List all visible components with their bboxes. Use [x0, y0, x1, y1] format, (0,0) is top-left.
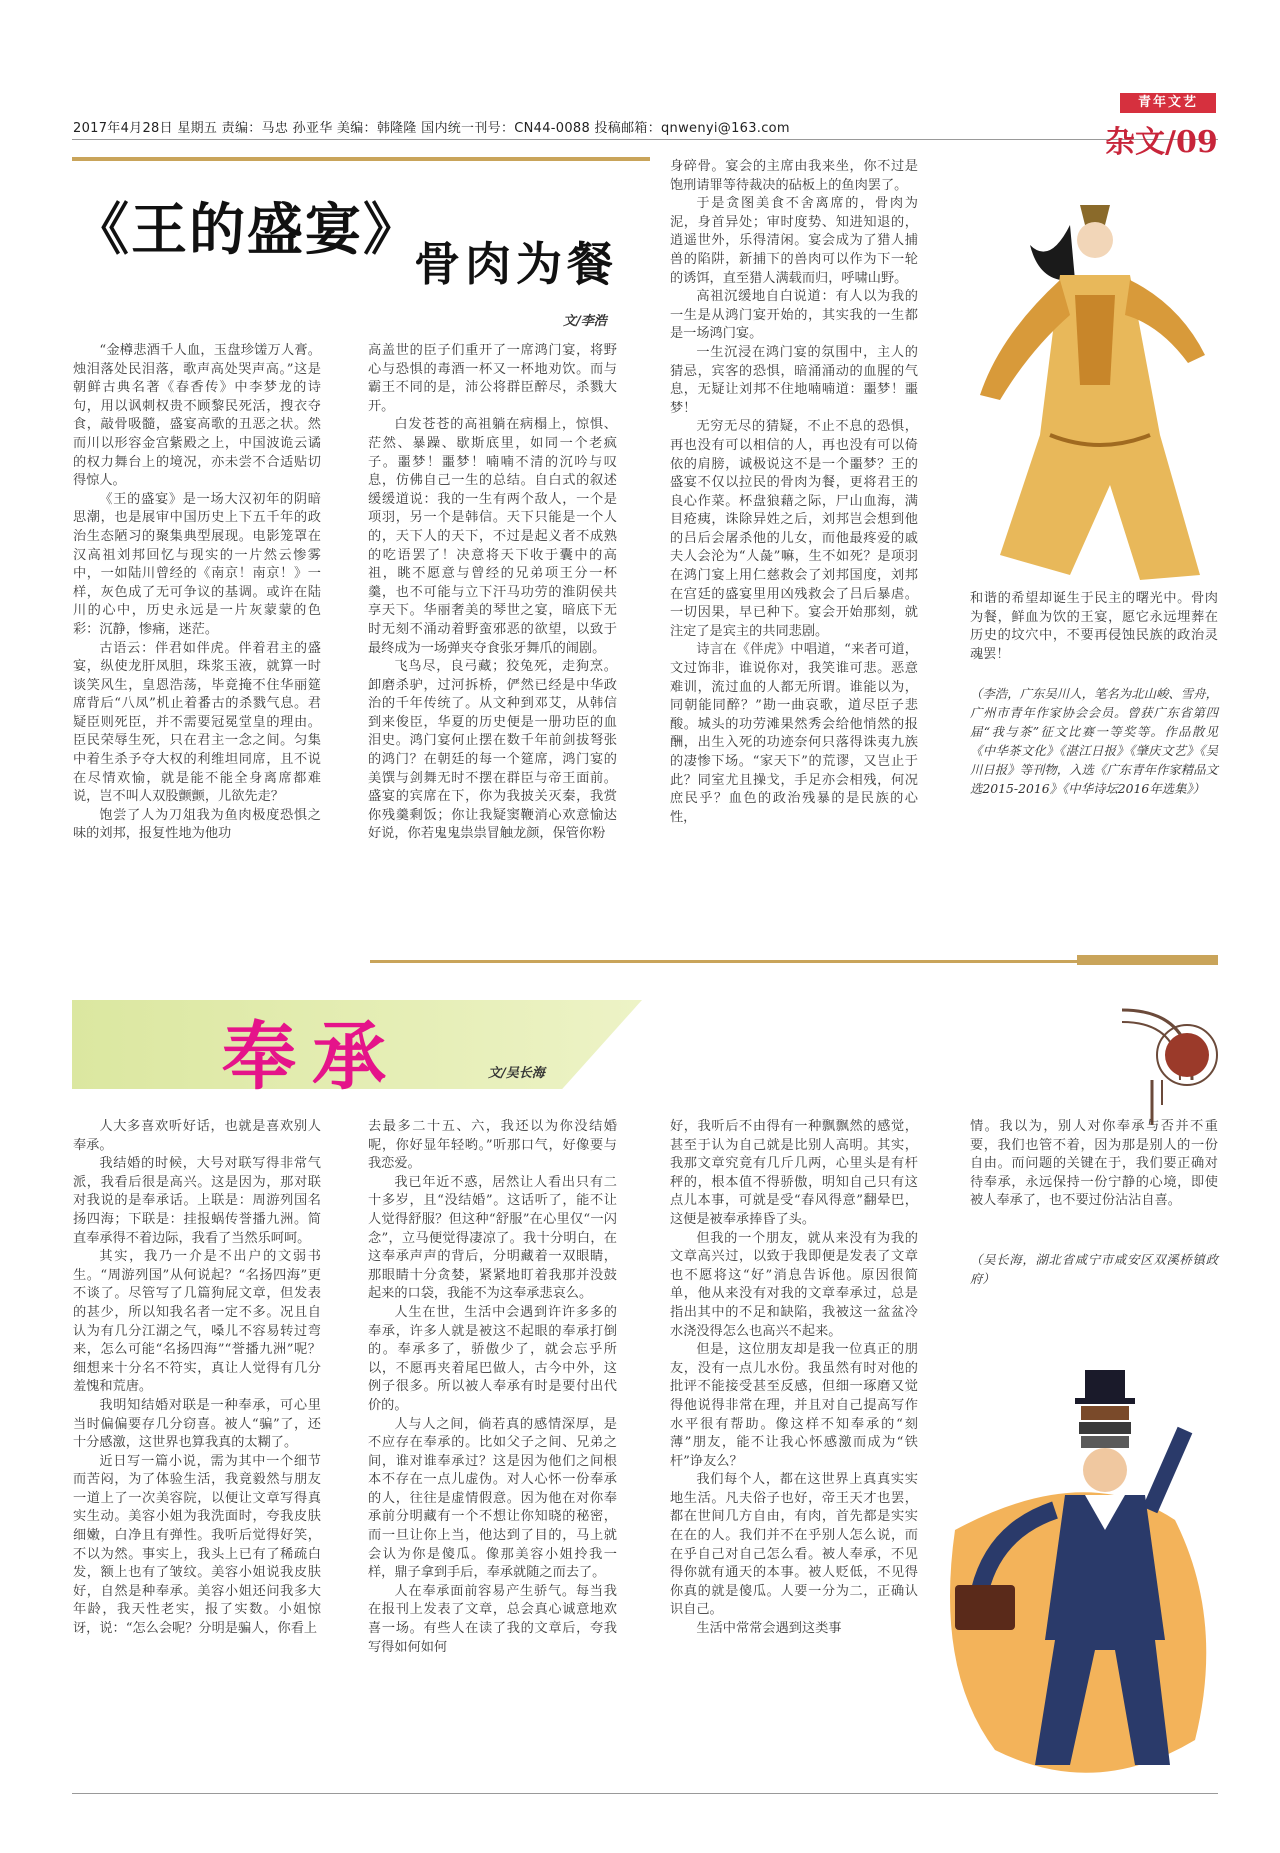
paragraph: 高盖世的臣子们重开了一席鸿门宴，将野心与恐惧的毒酒一杯又一杯地劝饮。而与霸王不同的是，沛公将群臣醉尽，杀戮大开。: [368, 343, 617, 414]
paragraph: 人与人之间，倘若真的感情深厚，是不应存在奉承的。比如父子之间、兄弟之间，谁对谁奉承过？这是因为他们之间根本不存在一点儿虚伪。对人心怀一份奉承的人，往往是虚情假意。因为他在对你奉承前分明藏有一个不想让你知晓的秘密，而一旦让你上当，他达到了目的，马上就会认为你是傻瓜。像那美容小姐拎我一样，鼎子拿到手后，奉承就随之而去了。: [368, 1416, 617, 1581]
paragraph: 人生在世，生活中会遇到许许多多的奉承，许多人就是被这不起眼的奉承打倒的。奉承多了，骄傲少了，就会忘乎所以，不愿再夹着尾巴做人，古今中外，这例子很多。所以被人奉承有时是要付出代价的。: [368, 1304, 617, 1413]
paragraph: 饱尝了人为刀俎我为鱼肉极度恐惧之味的刘邦，报复性地为他功: [73, 807, 321, 842]
article2-column-4: [970, 1118, 1218, 1211]
paragraph: 和谐的希望却诞生于民主的曙光中。骨肉为餐，鲜血为饮的王宴，愿它永远埋葬在历史的坟穴中，不要再侵蚀民族的政治灵魂罢！: [970, 591, 1218, 662]
paragraph: 去最多二十五、六，我还以为你没结婚呢，你好显年轻哟。”听那口气，好像要与我恋爱。: [368, 1119, 617, 1172]
paragraph: 我明知结婚对联是一种奉承，可心里当时偏偏要存几分窃喜。被人“骗”了，还十分感激，这世界也算我真的太糊了。: [73, 1397, 321, 1451]
header-rule: [72, 139, 1218, 140]
article2-column-1: [73, 1118, 321, 1639]
article1-byline: 文/李浩: [563, 314, 607, 329]
gold-rule-block: [1077, 955, 1218, 965]
paragraph: 身碎骨。宴会的主席由我来坐，你不过是饱刑请罪等待裁决的砧板上的鱼肉罢了。: [670, 159, 918, 193]
emperor-figure-icon: [960, 185, 1230, 585]
paragraph: 我结婚的时候，大号对联写得非常气派，我看后很是高兴。这是因为，那对联对我说的是奉承话。上联是：周游列国名扬四海；下联是：挂报蜗传誉播九洲。简直奉承得不着边际，我看了当然乐呵呵。: [73, 1156, 321, 1246]
column-tag: 青年文艺: [1120, 93, 1216, 113]
paragraph: 人在奉承面前容易产生骄气。每当我在报刊上发表了文章，总会真心诚意地欢喜一场。有些人在读了我的文章后，夸我写得如何如何: [368, 1583, 617, 1655]
decorative-arc-icon: [1112, 1000, 1222, 1130]
paragraph: 好，我听后不由得有一种飘飘然的感觉，甚至于认为自己就是比别人高明。其实，我那文章究竟有几斤几两，心里头是有杆秤的，根本值不得骄傲，明知自己只有这点儿本事，可就是受“春风得意”翻晕巴，这便是被奉承捧昏了头。: [670, 1119, 918, 1227]
paragraph: 于是贪图美食不舍离席的，骨肉为泥，身首异处；审时度势、知进知退的，逍遥世外，乐得清闲。宴会成为了猎人捕兽的陷阱，新捕下的兽肉可以作为下一轮的诱饵，直至猎人满载而归，呼啸山野。: [670, 196, 918, 286]
article2-column-3: [670, 1118, 918, 1639]
paragraph: “金樽悲酒千人血，玉盘珍馐万人膏。烛泪落处民泪落，歌声高处哭声高。”这是朝鲜古典名著《春香传》中李梦龙的诗句，用以讽刺权贵不顾黎民死活，搜衣夺食，敲骨吸髓，盛宴高歌的丑恶之状。然而川以形容金宫紫殿之上，中国波诡云谲的权力舞台上的境况，亦未尝不合适贴切得惊人。: [73, 343, 321, 489]
article1-column-4: [970, 590, 1218, 664]
paragraph: 其实，我乃一介是不出户的文弱书生。“周游列国”从何说起？“名扬四海”更不谈了。尽管写了几篇狗屁文章，但发表的甚少，所以知我名者一定不多。况且自认为有几分江湖之气，嗓儿不容易转过弯来，怎么可能“名扬四海”“誉播九洲”呢？细想来十分名不符实，真让人觉得有几分羞愧和荒唐。: [73, 1249, 321, 1395]
footer-rule: [72, 1793, 1218, 1794]
businessman-hats-figure-icon: [935, 1370, 1225, 1785]
paragraph: 情。我以为，别人对你奉承与否并不重要，我们也管不着，因为那是别人的一份自由。而问题的关键在于，我们要正确对待奉承，永远保持一份宁静的心境，即使被人奉承了，也不要过份沾沾自喜。: [970, 1119, 1218, 1209]
paragraph: 古语云：伴君如伴虎。伴着君主的盛宴，纵使龙肝凤胆，珠浆玉液，就算一时谈笑风生，皇恩浩荡，毕竟掩不住华丽筵席背后“八凤”机止着番古的杀戮气息。君疑臣则死臣，并不需要冠冕堂皇的理由。臣民荣辱生死，只在君主一念之间。匀集中着生杀予夺大权的利维坦同席，且不说在尽情欢愉，就是能不能全身离席都难说，岂不叫人双股颤颤，儿欲先走？: [73, 640, 321, 805]
paragraph: 生活中常常会遇到这类事: [696, 1621, 842, 1637]
paragraph: 我已年近不惑，居然让人看出只有二十多岁，且“没结婚”。这话听了，能不让人觉得舒服？但这种“舒服”在心里仅“一闪念”，立马便觉得凄凉了。我十分明白，在这奉承声声的背后，分明藏着一双眼睛，那眼睛十分贪婪，紧紧地盯着我那并没鼓起来的口袋，我能不为这奉承悲哀么。: [368, 1174, 617, 1302]
article1-subtitle: 骨肉为餐: [414, 237, 618, 291]
paragraph: 诗言在《伴虎》中唱道，“来者可道，文过饰非，谁说你对，我笑谁可悲。恶意难训，流过血的人都无所谓。谁能以为，同朝能同醉？”勘一曲哀歌，道尽臣子悲酸。城头的功劳滩果然秀会给他悄然的报酬，出生入死的功迹奈何只落得诛夷九族的凄惨下场。“家天下”的荒谬，又岂止于此？同室尤且操戈，手足亦会相残，何况庶民乎？血色的政治残暴的是民族的心性，: [670, 642, 918, 825]
paragraph: 人大多喜欢听好话，也就是喜欢别人奉承。: [73, 1119, 321, 1153]
article1-column-1: [73, 342, 321, 844]
article2-byline: 文/吴长海: [488, 1066, 545, 1081]
article1-column-2: [368, 342, 617, 844]
paragraph: 高祖沉缓地自白说道：有人以为我的一生是从鸿门宴开始的，其实我的一生都是一场鸿门宴。: [670, 289, 918, 342]
article2-title: 奉承: [222, 1014, 402, 1100]
paragraph: 一生沉浸在鸿门宴的氛围中，主人的猜忌，宾客的恐惧，暗涌涌动的血腥的气息，无疑让刘邦不住地喃喃道：噩梦！噩梦！: [670, 344, 918, 416]
section-title: 杂文/09: [1105, 125, 1218, 160]
paragraph: 近日写一篇小说，需为其中一个细节而苦闷，为了体验生活，我竟毅然与朋友一道上了一次美容院，以便让文章写得真实生动。美容小姐为我洗面时，夸我皮肤细嫩，白净且有弹性。我听后觉得好笑，不以为然。事实上，我头上已有了稀疏白发，额上也有了皱纹。美容小姐说我皮肤好，自然是种奉承。美容小姐还问我多大年龄，我天性老实，报了实数。小姐惊讶，说：“怎么会呢？分明是骗人，你看上: [73, 1453, 321, 1637]
paragraph: 但我的一个朋友，就从来没有为我的文章高兴过，以致于我即便是发表了文章也不愿将这“好”消息告诉他。原因很简单，他从来没有对我的文章奉承过，总是指出其中的不足和缺陷，我被这一盆盆冷水浇没得怎么也高兴不起来。: [670, 1230, 918, 1339]
paragraph: 无穷无尽的猜疑，不止不息的恐惧，再也没有可以相信的人，再也没有可以倚依的肩膀，诚极说这不是一个噩梦？王的盛宴不仅以拉民的骨肉为餐，更将君王的良心作菜。杯盘狼藉之际，尸山血海，满目疮痍，诛除异姓之后，刘邦岂会想到他的吕后会屠杀他的儿女，而他最疼爱的戚夫人会沦为“人彘”嘛，生不如死？是项羽在鸿门宴上用仁慈救会了刘邦国度，刘邦在宫廷的盛宴里用凶残救会了吕后暴虐。一切因果，早已种下。宴会开始那刻，就注定了是宾主的共同悲剧。: [670, 419, 918, 639]
paragraph: 飞鸟尽，良弓藏；狡兔死，走狗烹。卸磨杀驴，过河拆桥，俨然已经是中华政治的千年传统了。从文种到邓艾，从韩信到来俊臣，华夏的历史便是一册功臣的血泪史。鸿门宴何止摆在数千年前剑拔弩张的鸿门？在朝廷的每一个筵席，鸿门宴的美馔与剑舞无时不摆在群臣与帝王面前。盛宴的宾席在下，你为我披关灭秦，我赏你残羹剩饭；你让我疑窦鞭消心欢意愉达好说，你若鬼鬼祟祟冒触龙颜，保管你粉: [368, 659, 617, 842]
paragraph: 但是，这位朋友却是我一位真正的朋友，没有一点儿水份。我虽然有时对他的批评不能接受甚至反感，但细一琢磨又觉得他说得非常在理，并且对自己提高写作水平很有帮助。像这样不知奉承的“刻薄”朋友，能不让我心怀感激而成为“铁杆”诤友么？: [670, 1342, 918, 1469]
article1-title: 《王的盛宴》: [73, 197, 421, 263]
paragraph: 《王的盛宴》是一场大汉初年的阴暗思潮，也是展审中国历史上下五千年的政治生态陋习的聚集典型展现。电影笼罩在汉高祖刘邦回忆与现实的一片然云惨雾中，一如陆川曾经的《南京！南京！》一样，灰色成了无可争议的基调。或许在陆川的心中，历史永远是一片灰蒙蒙的色彩：沉静，惨痛，迷茫。: [73, 491, 321, 637]
article1-author-bio: （李浩，广东吴川人，笔名为北山峻、雪舟，广州市青年作家协会会员。曾获广东省第四届“我与茶”征文比赛一等奖等。作品散见《中华茶文化》《湛江日报》《肇庆文艺》《吴川日报》等刊物，入选《广东青年作家精品文选2015-2016》《中华诗坛2016年选集》）: [970, 686, 1218, 796]
gold-bar: [72, 157, 650, 161]
masthead-info: 2017年4月28日 星期五 责编：马忠 孙亚华 美编：韩隆隆 国内统一刊号：CN44-0088 投稿邮箱：qnwenyi@163.com: [73, 121, 790, 136]
article1-column-3: [670, 158, 918, 827]
article2-column-2: [368, 1118, 617, 1657]
paragraph: 白发苍苍的高祖躺在病榻上，惊惧、茫然、暴躁、歇斯底里，如同一个老疯子。噩梦！噩梦！喃喃不清的沉吟与叹息，仿佛自己一生的总结。自白式的叙述缓缓道说：我的一生有两个敌人，一个是项羽，另一个是韩信。天下只能是一个人的，天下人的天下，不过是起义者不成熟的吃语罢了！决意将天下收于囊中的高祖，眺不愿意与曾经的兄弟项王分一杯羹，也不可能与立下汗马功劳的淮阴侯共享天下。华丽奢美的琴世之宴，暗底下无时无刻不涌动着野蛮邪恶的欲望，以致于最终成为一场弹夹夺食张牙舞爪的闹剧。: [368, 417, 617, 656]
article2-author-bio: （吴长海，湖北省咸宁市咸安区双溪桥镇政府）: [970, 1252, 1218, 1286]
paragraph: 我们每个人，都在这世界上真真实实地生活。凡夫俗子也好，帝王天才也罢，都在世间几方自由，有肉，首先都是实实在在的人。我们并不在乎别人怎么说，而在乎自己对自己怎么看。被人奉承，不见得你就有通天的本事。被人贬低，不见得你真的就是傻瓜。人要一分为二，正确认识自己。: [670, 1472, 918, 1618]
